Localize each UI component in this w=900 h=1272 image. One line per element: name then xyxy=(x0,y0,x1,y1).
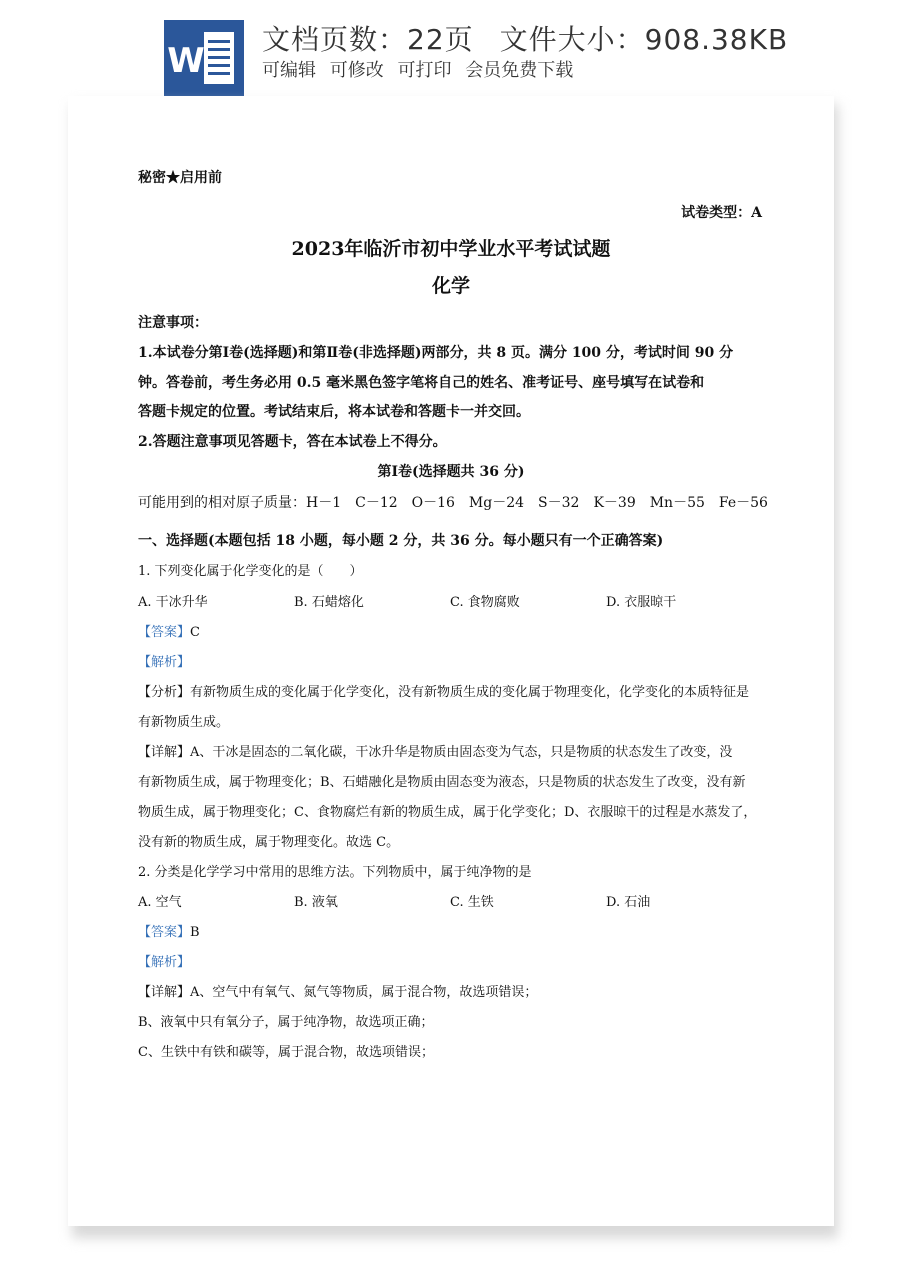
notice-line: 1.本试卷分第Ⅰ卷(选择题)和第Ⅱ卷(非选择题)两部分，共 8 页。满分 100 分，考试时间 90 分 xyxy=(138,345,734,361)
answer-value: C xyxy=(190,625,200,640)
svg-text:W: W xyxy=(167,41,205,81)
explanation-line: 没有新的物质生成，属于物理变化。故选 C。 xyxy=(138,835,400,850)
explanation-line: 物质生成，属于物理变化；C、食物腐烂有新的物质生成，属于化学变化；D、衣服晾干的过程是水蒸发了， xyxy=(138,805,757,820)
feature-editable: 可编辑 xyxy=(262,60,316,81)
subject-title: 化学 xyxy=(431,275,470,297)
document-page xyxy=(68,96,834,1226)
exam-title: 2023年临沂市初中学业水平考试试题 xyxy=(291,238,611,260)
q1-option-b: B. 石蜡熔化 xyxy=(294,595,364,610)
part-heading: 一、选择题(本题包括 18 小题，每小题 2 分，共 36 分。每小题只有一个正确答案) xyxy=(138,533,664,549)
paper-type: 试卷类型：A xyxy=(681,205,762,221)
banner-features xyxy=(262,56,581,82)
word-doc-icon xyxy=(164,20,244,96)
explanation-line: 【分析】有新物质生成的变化属于化学变化，没有新物质生成的变化属于物理变化，化学变化的本质特征是 xyxy=(138,685,750,700)
notice-line: 钟。答卷前，考生务必用 0.5 毫米黑色签字笔将自己的姓名、准考证号、座号填写在试卷和 xyxy=(138,375,705,391)
q2-option-d: D. 石油 xyxy=(606,895,651,910)
download-banner xyxy=(0,0,900,96)
section-heading: 第Ⅰ卷(选择题共 36 分) xyxy=(377,464,525,480)
q1-option-a: A. 干冰升华 xyxy=(138,595,208,610)
banner-info xyxy=(262,18,788,58)
question-2: 2. 分类是化学学习中常用的思维方法。下列物质中，属于纯净物的是 xyxy=(138,865,532,880)
confidential-mark: 秘密★启用前 xyxy=(138,170,222,186)
q2-analysis-tag: 【解析】 xyxy=(138,955,191,970)
explanation-line: 【详解】A、干冰是固态的二氧化碳，干冰升华是物质由固态变为气态，只是物质的状态发生了改变，没 xyxy=(138,745,733,760)
file-size: 文件大小：908.38KB xyxy=(499,23,789,56)
q2-option-a: A. 空气 xyxy=(138,895,182,910)
q1-option-d: D. 衣服晾干 xyxy=(606,595,677,610)
explanation-line: 有新物质生成。 xyxy=(138,715,230,730)
explanation-line: 【详解】A、空气中有氧气、氮气等物质，属于混合物，故选项错误； xyxy=(138,985,538,1000)
notice-heading: 注意事项： xyxy=(138,315,208,331)
notice-line: 2.答题注意事项见答题卡，答在本试卷上不得分。 xyxy=(138,434,447,450)
explanation-line: B、液氧中只有氧分子，属于纯净物，故选项正确； xyxy=(138,1015,434,1030)
feature-modifiable: 可修改 xyxy=(329,60,384,81)
feature-printable: 可打印 xyxy=(397,60,452,81)
q2-option-c: C. 生铁 xyxy=(450,895,494,910)
answer-tag: 【答案】 xyxy=(138,625,191,640)
q1-analysis-tag: 【解析】 xyxy=(138,655,191,670)
page-count: 文档页数：22页 xyxy=(262,23,474,56)
atomic-mass-line: 可能用到的相对原子质量：H－1 C－12 O－16 Mg－24 S－32 K－39 Mn－55 Fe－56 xyxy=(138,495,768,511)
q1-answer xyxy=(138,621,200,640)
q2-option-b: B. 液氧 xyxy=(294,895,338,910)
question-1: 1. 下列变化属于化学变化的是（ ） xyxy=(138,564,363,579)
q2-answer xyxy=(138,921,200,940)
explanation-line: C、生铁中有铁和碳等，属于混合物，故选项错误； xyxy=(138,1045,434,1060)
answer-tag: 【答案】 xyxy=(138,925,191,940)
answer-value: B xyxy=(190,925,200,940)
explanation-line: 有新物质生成，属于物理变化；B、石蜡融化是物质由固态变为液态，只是物质的状态发生了改变，没有新 xyxy=(138,775,746,790)
feature-member-download: 会员免费下载 xyxy=(465,60,574,81)
notice-line: 答题卡规定的位置。考试结束后，将本试卷和答题卡一并交回。 xyxy=(138,404,530,420)
q1-option-c: C. 食物腐败 xyxy=(450,595,520,610)
